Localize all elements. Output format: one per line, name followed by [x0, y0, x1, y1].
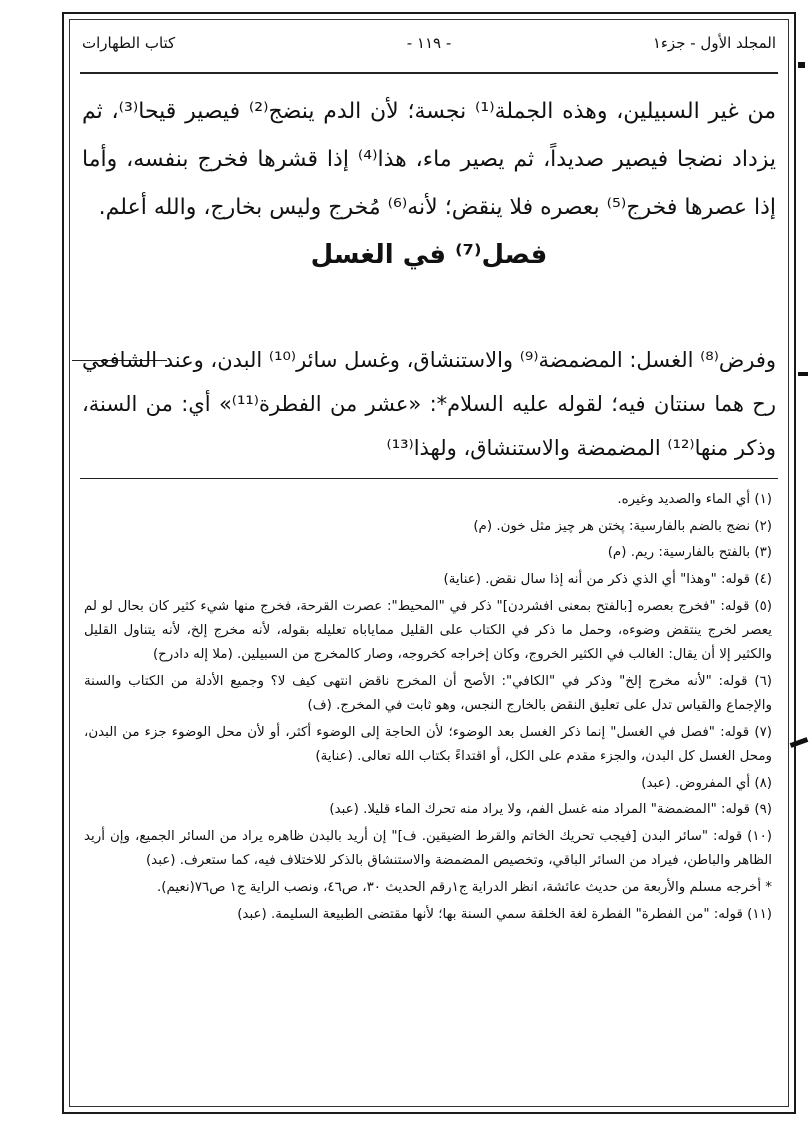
footnote: (٥) قوله: "فخرج بعصره [بالفتح بمعنى افشردن]" ذكر في "المحيط": عصرت القرحة، فخرج منها شيء كثير كان بحال لو لم يعصر لخرج ينتقض وضوءه، وحمل ما ذكر في الكتاب على القليل مماياباه تعليله بقوله، لأنه مخرج إلخ، لأنه يتناول القليل والكثير إلا أن يقال: الغالب في الكثير الخروج، وكان إخراجه كخروجه، وصار كالمخرج من السبيلين. (ملا إله دادرح) [84, 598, 772, 663]
footnote: (١١) قوله: "من الفطرة" الفطرة لغة الخلقة سمي السنة بها؛ لأنها مقتضى الطبيعة السليمة. (عبد) [237, 906, 772, 922]
header-rule [80, 72, 778, 74]
footnote: * أخرجه مسلم والأربعة من حديث عائشة، انظر الدراية ج١رقم الحديث ٣٠، ص٤٦، ونصب الراية ج١ ص٧٦(نعيم). [157, 880, 772, 896]
page-number: - ١١٩ - [406, 34, 452, 52]
footnote-rule [80, 478, 778, 479]
footnote: (١٠) قوله: "سائر البدن [فيجب تحريك الخاتم والقرط الضيقين. ف]" إن أريد بالبدن ظاهره يراد من السائر الجميع، وإن أريد الظاهر والباطن، فيراد من السائر الباقي، وتخصيص المضمضة والاستنشاق بالذكر للاختلاف فيه، كما ستعرف. (عبد) [84, 829, 772, 869]
footnote: (٦) قوله: "لأنه مخرج إلخ" وذكر في "الكافي": الأصح أن المخرج ناقض انتهى كيف لا؟ وجميع الأدلة من الكتاب والسنة والإجماع والقياس تدل على تعليق النقض بالخارج النجس، وهو ثابت في المخرج. (ف) [84, 673, 772, 714]
footnotes [84, 488, 772, 929]
volume-label: المجلد الأول - جزء١ [652, 34, 776, 52]
footnote: (٤) قوله: "وهذا" أي الذي ذكر من أنه إذا سال نقض. (عناية) [443, 572, 772, 588]
footnote: (٣) بالفتح بالفارسية: ريم. (م) [607, 545, 772, 561]
scan-mark [798, 372, 808, 376]
page-header [82, 34, 776, 62]
section-heading: فصل⁽⁷⁾ في الغسل [310, 240, 548, 270]
section-paragraph: وفرض⁽⁸⁾ الغسل: المضمضة⁽⁹⁾ والاستنشاق، وغسل سائر⁽¹⁰⁾ البدن، وعند الشافعي رح هما سنتان فيه؛ لقوله عليه السلام*: «عشر من الفطرة⁽¹¹⁾» أي: من السنة، وذكر منها⁽¹²⁾ المضمضة والاستنشاق، ولهذا⁽¹³⁾ [82, 348, 777, 460]
footnote: (١) أي الماء والصديد وغيره. [617, 492, 772, 507]
footnote: (٩) قوله: "المضمضة" المراد منه غسل الفم، ولا يراد منه تحرك الماء قليلا. (عبد) [329, 802, 772, 818]
inner-frame [69, 19, 789, 1107]
main-paragraph: من غير السبيلين، وهذه الجملة⁽¹⁾ نجسة؛ لأن الدم ينضج⁽²⁾ فيصير قيحا⁽³⁾، ثم يزداد نضجا فيصير صديداً، ثم يصير ماء، هذا⁽⁴⁾ إذا قشرها فخرج بنفسه، وأما إذا عصرها فخرج⁽⁵⁾ بعصره فلا ينقض؛ لأنه⁽⁶⁾ مُخرج وليس بخارج، والله أعلم. [82, 99, 777, 220]
main-text [82, 88, 776, 278]
page-frame [62, 12, 796, 1114]
footnote: (٨) أي المفروض. (عبد) [641, 775, 772, 791]
footnote: (٢) نضج بالضم بالفارسية: پختن هر چيز مثل خون. (م) [473, 518, 772, 534]
footnote: (٧) قوله: "فصل في الغسل" إنما ذكر الغسل بعد الوضوء؛ لأن الحاجة إلى الوضوء أكثر، أو لأن محل الوضوء جزء من البدن، ومحل الغسل كل البدن، والجزء مقدم على الكل، أو اقتداءً بكتاب الله تعالى. (عناية) [84, 724, 772, 765]
book-title: كتاب الطهارات [82, 34, 176, 52]
section-text [82, 338, 776, 470]
scan-mark [798, 62, 805, 68]
